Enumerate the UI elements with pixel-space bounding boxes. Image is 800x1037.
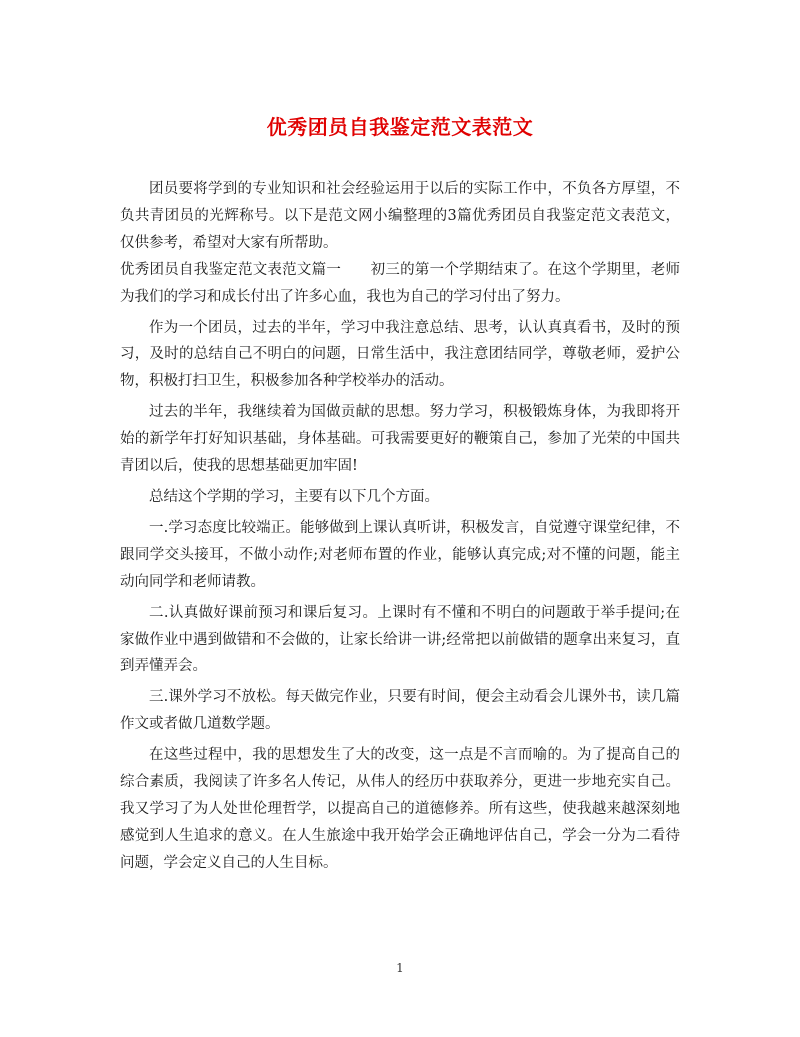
list-item-paragraph: 二.认真做好课前预习和课后复习。上课时有不懂和不明白的问题敢于举手提问;在家做作业中遇到做错和不会做的，让家长给讲一讲;经常把以前做错的题拿出来复习，直到弄懂弄会。 (120, 604, 680, 675)
body-paragraph: 在这些过程中，我的思想发生了大的改变，这一点是不言而喻的。为了提高自己的综合素质，我阅读了许多名人传记，从伟人的经历中获取养分，更进一步地充实自己。我又学习了为人处世伦理哲学，以提高自己的道德修养。所有这些，使我越来越深刻地感觉到人生追求的意义。在人生旅途中我开始学会正确地评估自己，学会一分为二看待问题，学会定义自己的人生目标。 (120, 747, 680, 871)
page-number: 1 (396, 961, 404, 975)
body-paragraph: 过去的半年，我继续着为国做贡献的思想。努力学习，积极锻炼身体，为我即将开始的新学年打好知识基础，身体基础。可我需要更好的鞭策自己，参加了光荣的中国共青团以后，使我的思想基础更加牢固! (120, 404, 680, 475)
list-item-paragraph: 三.课外学习不放松。每天做完作业，只要有时间，便会主动看会儿课外书，读几篇作文或者做几道数学题。 (120, 689, 680, 733)
document-body (120, 176, 680, 877)
intro-paragraph: 团员要将学到的专业知识和社会经验运用于以后的实际工作中，不负各方厚望，不负共青团员的光辉称号。以下是范文网小编整理的3篇优秀团员自我鉴定范文表范文，仅供参考，希望对大家有所帮助。 (120, 181, 680, 251)
section-one-heading-paragraph: 优秀团员自我鉴定范文表范文篇一 初三的第一个学期结束了。在这个学期里，老师为我们的学习和成长付出了许多心血，我也为自己的学习付出了努力。 (120, 261, 680, 305)
document-title: 优秀团员自我鉴定范文表范文 (266, 115, 534, 139)
body-paragraph: 总结这个学期的学习，主要有以下几个方面。 (149, 488, 439, 505)
list-item-paragraph: 一.学习态度比较端正。能够做到上课认真听讲，积极发言，自觉遵守课堂纪律，不跟同学交头接耳，不做小动作;对老师布置的作业，能够认真完成;对不懂的问题，能主动向同学和老师请教。 (120, 519, 680, 590)
body-paragraph: 作为一个团员，过去的半年，学习中我注意总结、思考，认认真真看书，及时的预习，及时的总结自己不明白的问题，日常生活中，我注意团结同学，尊敬老师，爱护公物，积极打扫卫生，积极参加各种学校举办的活动。 (120, 319, 680, 390)
